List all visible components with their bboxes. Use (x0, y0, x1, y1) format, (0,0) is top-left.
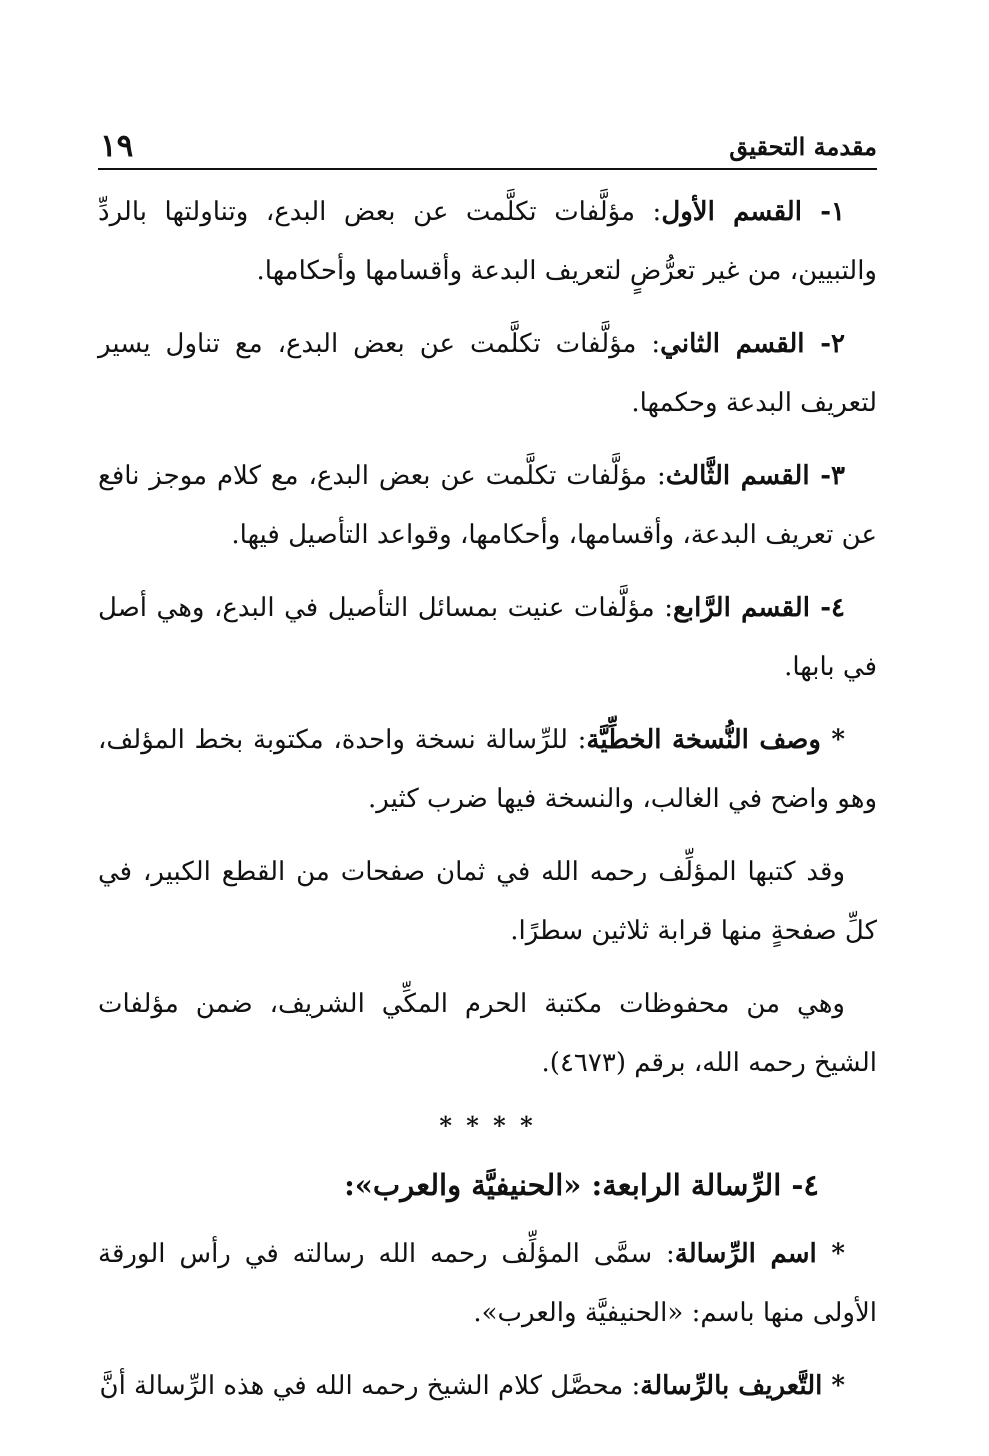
paragraph-section-one (98, 183, 877, 301)
paragraph-lead: ٣- القسم الثَّالث (665, 461, 845, 491)
manuscript-location-paragraph (98, 975, 877, 1093)
paragraph-text: : مؤلَّفات تكلَّمت عن بعض البدع، مع كلام موجز نافع عن تعريف البدعة، وأقسامها، وأحكامها، وقواعد التأصيل فيها. (98, 461, 877, 550)
paragraph-lead: * التَّعريف بالرِّسالة (640, 1371, 845, 1401)
page-number: ١٩ (100, 128, 134, 164)
paragraph-text: وهي من محفوظات مكتبة الحرم المكِّي الشريف، ضمن مؤلفات الشيخ رحمه الله، برقم (٤٦٧٣). (98, 989, 877, 1078)
running-title: مقدمة التحقيق (729, 132, 877, 161)
main-text (98, 183, 877, 1401)
paragraph-lead: ٤- القسم الرَّابع (673, 593, 846, 623)
manuscript-size-paragraph (98, 843, 877, 961)
paragraph-section-four (98, 579, 877, 697)
paragraph-lead: * وصف النُّسخة الخطِّيَّة (586, 725, 846, 755)
paragraph-text: : سمَّى المؤلِّف رحمه الله رسالته في رأس الورقة الأولى منها باسم: «الحنيفيَّة والعرب». (98, 1239, 877, 1328)
paragraph-lead: ٢- القسم الثاني (660, 329, 845, 359)
paragraph-lead: * اسم الرِّسالة (674, 1239, 846, 1269)
paragraph-text: : محصَّل كلام الشيخ رحمه الله في هذه الرِّسالة أنَّ (99, 1371, 641, 1401)
treatise-name-paragraph (98, 1225, 877, 1343)
paragraph-text: : مؤلَّفات تكلَّمت عن بعض البدع، وتناولتها بالردِّ والتبيين، من غير تعرُّضٍ لتعريف البدعة وأقسامها وأحكامها. (98, 197, 877, 286)
paragraph-text: وقد كتبها المؤلِّف رحمه الله في ثمان صفحات من القطع الكبير، في كلِّ صفحةٍ منها قرابة ثلاثين سطرًا. (98, 857, 877, 946)
paragraph-lead: ١- القسم الأول (661, 197, 845, 227)
paragraph-text: : مؤلَّفات تكلَّمت عن بعض البدع، مع تناول يسير لتعريف البدعة وحكمها. (98, 329, 877, 418)
paragraph-text: : للرِّسالة نسخة واحدة، مكتوبة بخط المؤلف، وهو واضح في الغالب، والنسخة فيها ضرب كثير. (98, 725, 877, 814)
paragraph-text: : مؤلَّفات عنيت بمسائل التأصيل في البدع، وهي أصل في بابها. (98, 593, 877, 682)
section-heading: ٤- الرِّسالة الرابعة: «الحنيفيَّة والعرب»: (344, 1168, 819, 1202)
paragraph-section-three (98, 447, 877, 565)
manuscript-description (98, 711, 877, 829)
treatise-description-paragraph (98, 1357, 877, 1416)
section-separator: * * * * (439, 1111, 536, 1140)
paragraph-section-two (98, 315, 877, 433)
page-header (98, 126, 877, 170)
